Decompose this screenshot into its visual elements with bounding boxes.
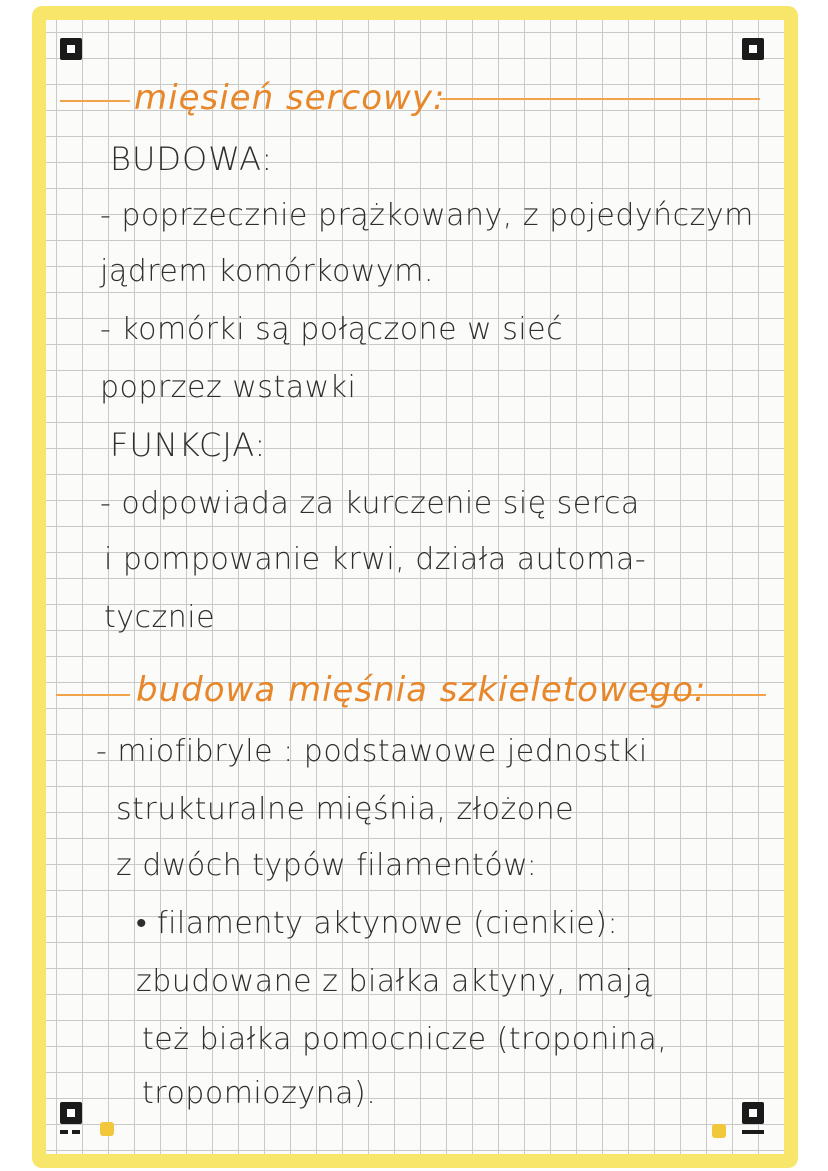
text-line: • filamenty aktynowe (cienkie): (136, 906, 619, 941)
yellow-dot (100, 1122, 114, 1136)
text-line: - komórki są połączone w sieć (100, 312, 564, 347)
text-line: - odpowiada za kurczenie się serca (100, 486, 640, 521)
text-line: tropomiozyna). (142, 1076, 377, 1111)
text-line: FUNKCJA: (110, 426, 267, 464)
text-line: - poprzecznie prążkowany, z pojedyńczym (100, 198, 754, 233)
marker-dash (742, 1130, 764, 1134)
text-line: tycznie (104, 600, 216, 635)
section-heading-heart-muscle: mięsień sercowy: (134, 78, 446, 118)
text-line: też białka pomocnicze (troponina, (142, 1022, 668, 1057)
text-line: - miofibryle : podstawowe jednostki (96, 734, 648, 769)
heading-rule-left (60, 100, 130, 102)
corner-marker-icon (742, 38, 764, 60)
yellow-dot (712, 1124, 726, 1138)
marker-dash (60, 1130, 68, 1134)
corner-marker-icon (742, 1102, 764, 1124)
heading-rule-left (56, 694, 130, 696)
text-line: poprzez wstawki (100, 370, 357, 405)
text-line: jądrem komórkowym. (100, 254, 434, 289)
marker-dash (72, 1130, 80, 1134)
text-line: BUDOWA: (110, 140, 274, 178)
text-line: z dwóch typów filamentów: (116, 848, 538, 883)
section-heading-skeletal-muscle: budowa mięśnia szkieletowego: (136, 670, 707, 710)
corner-marker-icon (60, 1102, 82, 1124)
text-line: zbudowane z białka aktyny, mają (136, 964, 653, 999)
text-line: strukturalne mięśnia, złożone (116, 792, 575, 827)
text-line: i pompowanie krwi, działa automa- (104, 542, 647, 577)
corner-marker-icon (60, 38, 82, 60)
heading-rule-right (440, 98, 760, 100)
